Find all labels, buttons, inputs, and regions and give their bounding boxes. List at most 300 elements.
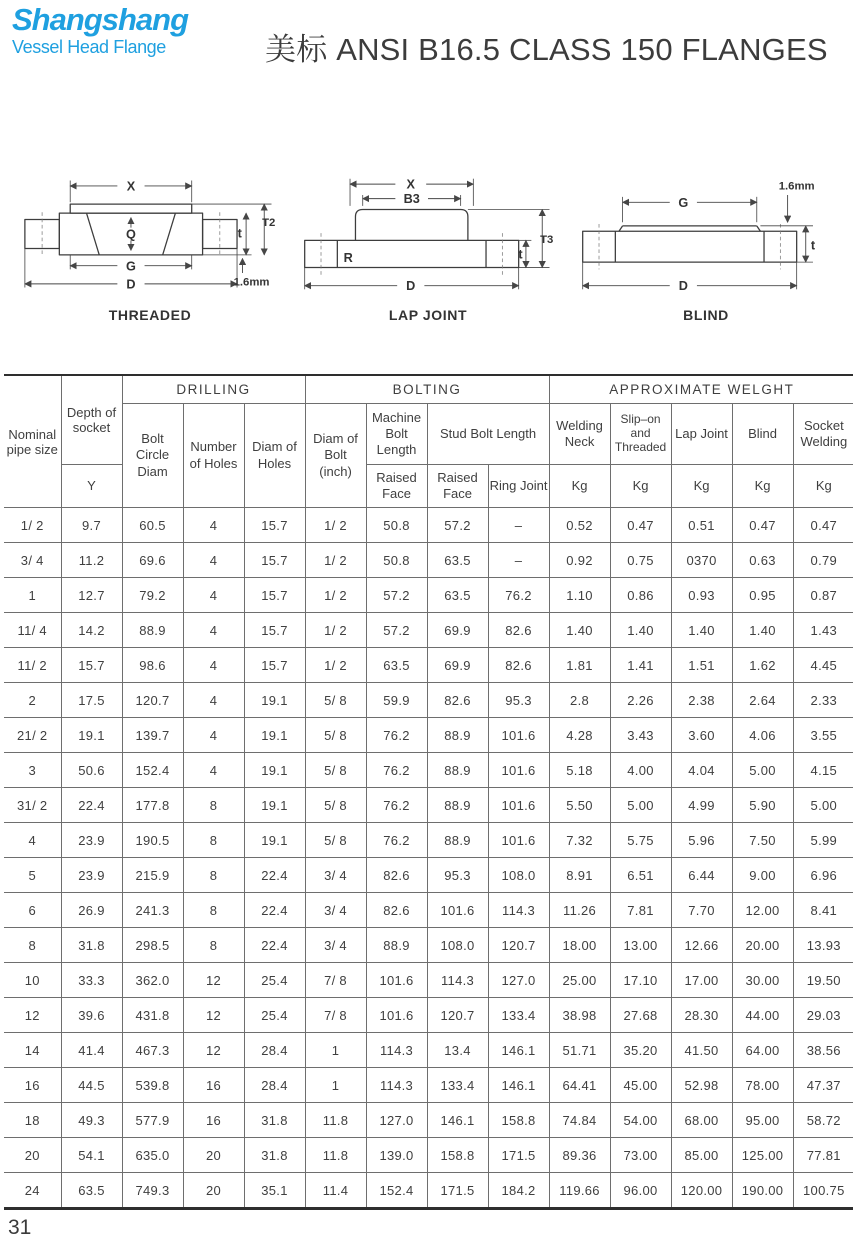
table-cell: 215.9 xyxy=(122,858,183,893)
table-cell: 3/ 4 xyxy=(305,928,366,963)
table-cell: 38.98 xyxy=(549,998,610,1033)
figure-blind xyxy=(570,166,842,323)
table-cell: 12 xyxy=(183,963,244,998)
table-cell: 4 xyxy=(183,718,244,753)
table-cell: 1 xyxy=(305,1068,366,1103)
page-title: 美标 ANSI B16.5 CLASS 150 FLANGES xyxy=(265,32,828,67)
table-cell: 38.56 xyxy=(793,1033,853,1068)
col-header-welding-neck: Welding Neck xyxy=(549,404,610,465)
table-cell: 31.8 xyxy=(244,1103,305,1138)
table-row xyxy=(4,648,853,683)
table-row xyxy=(4,823,853,858)
logo-subtitle: Vessel Head Flange xyxy=(12,36,166,57)
table-cell: 19.1 xyxy=(244,718,305,753)
col-unit-kg-slip-on: Kg xyxy=(610,465,671,508)
table-cell: 146.1 xyxy=(427,1103,488,1138)
dim-label-t: t xyxy=(810,238,816,253)
table-cell: 0.63 xyxy=(732,543,793,578)
table-cell: 16 xyxy=(4,1068,61,1103)
table-cell: 19.1 xyxy=(244,788,305,823)
table-cell: 4.28 xyxy=(549,718,610,753)
table-cell: 1 xyxy=(305,1033,366,1068)
table-cell: 8 xyxy=(183,893,244,928)
table-cell: 8 xyxy=(183,823,244,858)
table-cell: 5.00 xyxy=(732,753,793,788)
table-cell: 114.3 xyxy=(366,1068,427,1103)
table-cell: 431.8 xyxy=(122,998,183,1033)
table-cell: 9.7 xyxy=(61,508,122,543)
table-cell: 133.4 xyxy=(488,998,549,1033)
table-cell: 82.6 xyxy=(427,683,488,718)
table-cell: 13.4 xyxy=(427,1033,488,1068)
figure-caption-blind: BLIND xyxy=(683,307,729,323)
table-cell: 4 xyxy=(183,508,244,543)
table-cell: 1.40 xyxy=(671,613,732,648)
table-cell: 4.45 xyxy=(793,648,853,683)
table-cell: 6.96 xyxy=(793,858,853,893)
dimension-lines xyxy=(583,195,813,289)
page-number: 31 xyxy=(8,1216,32,1239)
table-cell: 25.00 xyxy=(549,963,610,998)
table-cell: 28.4 xyxy=(244,1068,305,1103)
table-cell: 114.3 xyxy=(366,1033,427,1068)
col-unit-kg-socket-welding: Kg xyxy=(793,465,853,508)
table-cell: 13.00 xyxy=(610,928,671,963)
table-cell: 88.9 xyxy=(427,753,488,788)
table-cell: 101.6 xyxy=(366,998,427,1033)
table-cell: 28.30 xyxy=(671,998,732,1033)
table-cell: 79.2 xyxy=(122,578,183,613)
table-cell: 7.50 xyxy=(732,823,793,858)
dim-label-q: Q xyxy=(126,227,136,242)
figure-threaded xyxy=(14,166,286,323)
table-cell: 22.4 xyxy=(244,893,305,928)
table-cell: 152.4 xyxy=(366,1173,427,1209)
table-cell: 14 xyxy=(4,1033,61,1068)
table-cell: 8 xyxy=(183,928,244,963)
table-cell: 158.8 xyxy=(488,1103,549,1138)
table-cell: 63.5 xyxy=(427,543,488,578)
table-cell: 17.10 xyxy=(610,963,671,998)
table-cell: 95.00 xyxy=(732,1103,793,1138)
table-cell: 69.9 xyxy=(427,613,488,648)
col-unit-kg-welding-neck: Kg xyxy=(549,465,610,508)
table-cell: 2 xyxy=(4,683,61,718)
table-cell: 63.5 xyxy=(427,578,488,613)
table-cell: 25.4 xyxy=(244,963,305,998)
table-cell: 171.5 xyxy=(488,1138,549,1173)
table-cell: 0.95 xyxy=(732,578,793,613)
table-cell: 82.6 xyxy=(488,648,549,683)
table-cell: 23.9 xyxy=(61,823,122,858)
table-cell: 12.7 xyxy=(61,578,122,613)
table-cell: 85.00 xyxy=(671,1138,732,1173)
table-row xyxy=(4,963,853,998)
table-cell: 8 xyxy=(183,788,244,823)
table-cell: 1/ 2 xyxy=(305,648,366,683)
table-cell: 76.2 xyxy=(366,718,427,753)
table-cell: 69.9 xyxy=(427,648,488,683)
table-cell: 45.00 xyxy=(610,1068,671,1103)
table-row xyxy=(4,508,853,543)
table-row xyxy=(4,718,853,753)
dim-label-d: D xyxy=(406,279,416,294)
table-cell: 1.43 xyxy=(793,613,853,648)
table-cell: 7.32 xyxy=(549,823,610,858)
dim-label-t3: T3 xyxy=(540,234,554,247)
col-header-bolt-circle-diam: Bolt Circle Diam xyxy=(122,404,183,508)
table-row xyxy=(4,613,853,648)
table-cell: 749.3 xyxy=(122,1173,183,1209)
table-cell: 0.47 xyxy=(732,508,793,543)
table-cell: 127.0 xyxy=(488,963,549,998)
table-row xyxy=(4,788,853,823)
table-cell: 76.2 xyxy=(366,753,427,788)
table-row xyxy=(4,893,853,928)
table-cell: 1 xyxy=(4,578,61,613)
dim-label-r: R xyxy=(343,251,353,266)
table-cell: 120.00 xyxy=(671,1173,732,1209)
table-cell: 57.2 xyxy=(366,613,427,648)
table-cell: 26.9 xyxy=(61,893,122,928)
dim-label-raised-face-height: 1.6mm xyxy=(233,276,270,289)
table-cell: 41.4 xyxy=(61,1033,122,1068)
logo-title: Shangshang xyxy=(12,2,189,37)
table-cell: 15.7 xyxy=(244,543,305,578)
table-cell: 60.5 xyxy=(122,508,183,543)
table-cell: 114.3 xyxy=(488,893,549,928)
table-cell: 88.9 xyxy=(122,613,183,648)
table-cell: 4.06 xyxy=(732,718,793,753)
dim-label-g: G xyxy=(126,259,136,274)
table-cell: 1.40 xyxy=(732,613,793,648)
table-cell: 3.60 xyxy=(671,718,732,753)
table-cell: 5/ 8 xyxy=(305,753,366,788)
table-cell: 3.55 xyxy=(793,718,853,753)
table-cell: 51.71 xyxy=(549,1033,610,1068)
table-cell: 25.4 xyxy=(244,998,305,1033)
table-cell: 35.20 xyxy=(610,1033,671,1068)
table-cell: 13.93 xyxy=(793,928,853,963)
table-cell: 57.2 xyxy=(427,508,488,543)
col-header-number-of-holes: Number of Holes xyxy=(183,404,244,508)
table-cell: 2.38 xyxy=(671,683,732,718)
technical-drawings xyxy=(14,166,842,323)
table-cell: 0.47 xyxy=(793,508,853,543)
table-cell: 89.36 xyxy=(549,1138,610,1173)
table-row xyxy=(4,753,853,788)
threaded-drawing xyxy=(14,166,286,302)
table-row xyxy=(4,998,853,1033)
flange-dimensions-table xyxy=(4,374,853,1210)
table-row xyxy=(4,1138,853,1173)
table-cell: 27.68 xyxy=(610,998,671,1033)
table-cell: 47.37 xyxy=(793,1068,853,1103)
table-cell: 88.9 xyxy=(427,718,488,753)
table-cell: 152.4 xyxy=(122,753,183,788)
table-cell: 44.00 xyxy=(732,998,793,1033)
table-cell: 139.7 xyxy=(122,718,183,753)
col-header-y: Y xyxy=(61,465,122,508)
table-cell: 64.41 xyxy=(549,1068,610,1103)
dim-label-g: G xyxy=(678,195,689,210)
table-cell: – xyxy=(488,543,549,578)
col-header-machine-raised-face: Raised Face xyxy=(366,465,427,508)
table-cell: 18.00 xyxy=(549,928,610,963)
table-cell: 6.44 xyxy=(671,858,732,893)
table-row xyxy=(4,858,853,893)
table-cell: 5.50 xyxy=(549,788,610,823)
table-cell: 95.3 xyxy=(427,858,488,893)
table-cell: 19.50 xyxy=(793,963,853,998)
table-cell: 2.26 xyxy=(610,683,671,718)
table-cell: 12 xyxy=(183,998,244,1033)
table-cell: 101.6 xyxy=(427,893,488,928)
table-cell: 133.4 xyxy=(427,1068,488,1103)
table-cell: 18 xyxy=(4,1103,61,1138)
table-cell: 11.2 xyxy=(61,543,122,578)
figure-caption-threaded: THREADED xyxy=(108,307,192,323)
group-header-bolting: BOLTING xyxy=(305,375,549,404)
table-cell: 241.3 xyxy=(122,893,183,928)
col-unit-kg-blind: Kg xyxy=(732,465,793,508)
table-cell: 101.6 xyxy=(488,788,549,823)
table-cell: 146.1 xyxy=(488,1068,549,1103)
table-cell: 8.41 xyxy=(793,893,853,928)
table-cell: 11.8 xyxy=(305,1103,366,1138)
table-cell: 12 xyxy=(183,1033,244,1068)
table-cell: 39.6 xyxy=(61,998,122,1033)
table-cell: 5/ 8 xyxy=(305,683,366,718)
table-cell: 54.00 xyxy=(610,1103,671,1138)
table-cell: 15.7 xyxy=(61,648,122,683)
table-cell: 3/ 4 xyxy=(305,858,366,893)
table-cell: 17.00 xyxy=(671,963,732,998)
table-cell: 2.8 xyxy=(549,683,610,718)
table-cell: 4 xyxy=(183,753,244,788)
table-cell: 49.3 xyxy=(61,1103,122,1138)
table-cell: 114.3 xyxy=(427,963,488,998)
table-cell: 1/ 2 xyxy=(4,508,61,543)
table-cell: 8 xyxy=(183,858,244,893)
table-cell: 9.00 xyxy=(732,858,793,893)
table-cell: 88.9 xyxy=(427,788,488,823)
table-cell: 177.8 xyxy=(122,788,183,823)
table-cell: 5/ 8 xyxy=(305,788,366,823)
table-cell: 4.99 xyxy=(671,788,732,823)
table-cell: 5.90 xyxy=(732,788,793,823)
col-header-diam-of-bolt: Diam of Bolt (inch) xyxy=(305,404,366,508)
table-cell: 539.8 xyxy=(122,1068,183,1103)
table-cell: 8.91 xyxy=(549,858,610,893)
table-cell: 7/ 8 xyxy=(305,998,366,1033)
dimension-lines xyxy=(305,179,550,290)
table-cell: 12.66 xyxy=(671,928,732,963)
table-cell: 41.50 xyxy=(671,1033,732,1068)
table-cell: 4.04 xyxy=(671,753,732,788)
table-row xyxy=(4,1068,853,1103)
table-cell: 1.81 xyxy=(549,648,610,683)
table-cell: 171.5 xyxy=(427,1173,488,1209)
table-cell: 30.00 xyxy=(732,963,793,998)
dim-label-x: X xyxy=(406,177,416,192)
dim-label-t2: T2 xyxy=(262,216,276,229)
table-cell: 5.96 xyxy=(671,823,732,858)
table-cell: 146.1 xyxy=(488,1033,549,1068)
col-unit-kg-lap-joint: Kg xyxy=(671,465,732,508)
table-cell: 467.3 xyxy=(122,1033,183,1068)
table-cell: 362.0 xyxy=(122,963,183,998)
figure-lap-joint xyxy=(292,166,564,323)
table-cell: 95.3 xyxy=(488,683,549,718)
table-cell: 15.7 xyxy=(244,578,305,613)
table-cell: 19.1 xyxy=(244,753,305,788)
table-cell: 31/ 2 xyxy=(4,788,61,823)
table-cell: 101.6 xyxy=(366,963,427,998)
table-cell: 8 xyxy=(4,928,61,963)
blind-drawing xyxy=(570,166,842,302)
table-cell: 158.8 xyxy=(427,1138,488,1173)
table-cell: 76.2 xyxy=(366,823,427,858)
table-cell: 120.7 xyxy=(488,928,549,963)
table-cell: 33.3 xyxy=(61,963,122,998)
table-cell: 15.7 xyxy=(244,648,305,683)
logo xyxy=(12,4,188,56)
table-cell: 50.8 xyxy=(366,508,427,543)
table-cell: 120.7 xyxy=(122,683,183,718)
table-cell: 3/ 4 xyxy=(305,893,366,928)
table-cell: 64.00 xyxy=(732,1033,793,1068)
table-cell: 5 xyxy=(4,858,61,893)
table-cell: 0.92 xyxy=(549,543,610,578)
table-cell: 1/ 2 xyxy=(305,613,366,648)
table-cell: 28.4 xyxy=(244,1033,305,1068)
col-header-blind: Blind xyxy=(732,404,793,465)
table-cell: – xyxy=(488,508,549,543)
table-body xyxy=(4,508,853,1209)
table-cell: 88.9 xyxy=(366,928,427,963)
table-cell: 44.5 xyxy=(61,1068,122,1103)
table-cell: 73.00 xyxy=(610,1138,671,1173)
table-row xyxy=(4,1033,853,1068)
table-cell: 3 xyxy=(4,753,61,788)
table-cell: 4 xyxy=(183,578,244,613)
dim-label-b3: B3 xyxy=(403,192,420,207)
table-cell: 190.5 xyxy=(122,823,183,858)
table-cell: 15.7 xyxy=(244,613,305,648)
table-cell: 0.47 xyxy=(610,508,671,543)
table-cell: 76.2 xyxy=(366,788,427,823)
table-cell: 139.0 xyxy=(366,1138,427,1173)
table-cell: 7.70 xyxy=(671,893,732,928)
table-cell: 82.6 xyxy=(488,613,549,648)
table-cell: 63.5 xyxy=(366,648,427,683)
table-row xyxy=(4,578,853,613)
dim-label-raised-face-height: 1.6mm xyxy=(778,180,815,193)
table-cell: 20 xyxy=(183,1173,244,1209)
table-cell: 98.6 xyxy=(122,648,183,683)
table-cell: 5/ 8 xyxy=(305,823,366,858)
table-cell: 5.00 xyxy=(610,788,671,823)
dim-label-x: X xyxy=(126,179,136,194)
table-row xyxy=(4,928,853,963)
dim-label-t: t xyxy=(518,247,523,262)
table-cell: 1/ 2 xyxy=(305,543,366,578)
table-cell: 5.75 xyxy=(610,823,671,858)
table-cell: 52.98 xyxy=(671,1068,732,1103)
table-cell: 2.64 xyxy=(732,683,793,718)
table-cell: 23.9 xyxy=(61,858,122,893)
table-cell: 4 xyxy=(183,543,244,578)
col-header-lap-joint: Lap Joint xyxy=(671,404,732,465)
table-cell: 6 xyxy=(4,893,61,928)
table-cell: 12.00 xyxy=(732,893,793,928)
table-cell: 76.2 xyxy=(488,578,549,613)
table-cell: 108.0 xyxy=(427,928,488,963)
table-cell: 100.75 xyxy=(793,1173,853,1209)
table-cell: 4.00 xyxy=(610,753,671,788)
table-cell: 1.10 xyxy=(549,578,610,613)
lap-joint-drawing xyxy=(292,166,564,302)
table-cell: 29.03 xyxy=(793,998,853,1033)
table-cell: 68.00 xyxy=(671,1103,732,1138)
table-cell: 0.52 xyxy=(549,508,610,543)
table-cell: 50.6 xyxy=(61,753,122,788)
table-cell: 11.26 xyxy=(549,893,610,928)
table-cell: 4 xyxy=(4,823,61,858)
dim-label-d: D xyxy=(678,279,688,294)
table-cell: 63.5 xyxy=(61,1173,122,1209)
table-cell: 11/ 2 xyxy=(4,648,61,683)
table-cell: 577.9 xyxy=(122,1103,183,1138)
table-row xyxy=(4,543,853,578)
table-cell: 4 xyxy=(183,613,244,648)
table-cell: 17.5 xyxy=(61,683,122,718)
table-row xyxy=(4,1173,853,1209)
table-cell: 11.8 xyxy=(305,1138,366,1173)
col-header-nominal-pipe-size: Nominal pipe size xyxy=(4,375,61,508)
table-cell: 1.40 xyxy=(610,613,671,648)
table-cell: 54.1 xyxy=(61,1138,122,1173)
table-cell: 5.00 xyxy=(793,788,853,823)
table-cell: 19.1 xyxy=(61,718,122,753)
table-cell: 7.81 xyxy=(610,893,671,928)
table-cell: 190.00 xyxy=(732,1173,793,1209)
table-cell: 50.8 xyxy=(366,543,427,578)
table-cell: 11.4 xyxy=(305,1173,366,1209)
table-cell: 20 xyxy=(183,1138,244,1173)
table-cell: 11/ 4 xyxy=(4,613,61,648)
table-cell: 1.41 xyxy=(610,648,671,683)
dim-label-d: D xyxy=(126,277,136,292)
col-header-slip-on-threaded: Slip–on and Threaded xyxy=(610,404,671,465)
table-cell: 1/ 2 xyxy=(305,578,366,613)
table-cell: 4 xyxy=(183,648,244,683)
table-cell: 19.1 xyxy=(244,823,305,858)
col-header-diam-of-holes: Diam of Holes xyxy=(244,404,305,508)
table-cell: 35.1 xyxy=(244,1173,305,1209)
table-cell: 2.33 xyxy=(793,683,853,718)
col-header-depth-of-socket: Depth of socket xyxy=(61,375,122,465)
table-cell: 127.0 xyxy=(366,1103,427,1138)
table-cell: 184.2 xyxy=(488,1173,549,1209)
table-cell: 21/ 2 xyxy=(4,718,61,753)
table-cell: 22.4 xyxy=(244,858,305,893)
table-cell: 108.0 xyxy=(488,858,549,893)
table-cell: 12 xyxy=(4,998,61,1033)
table-cell: 96.00 xyxy=(610,1173,671,1209)
col-header-machine-bolt-length: Machine Bolt Length xyxy=(366,404,427,465)
